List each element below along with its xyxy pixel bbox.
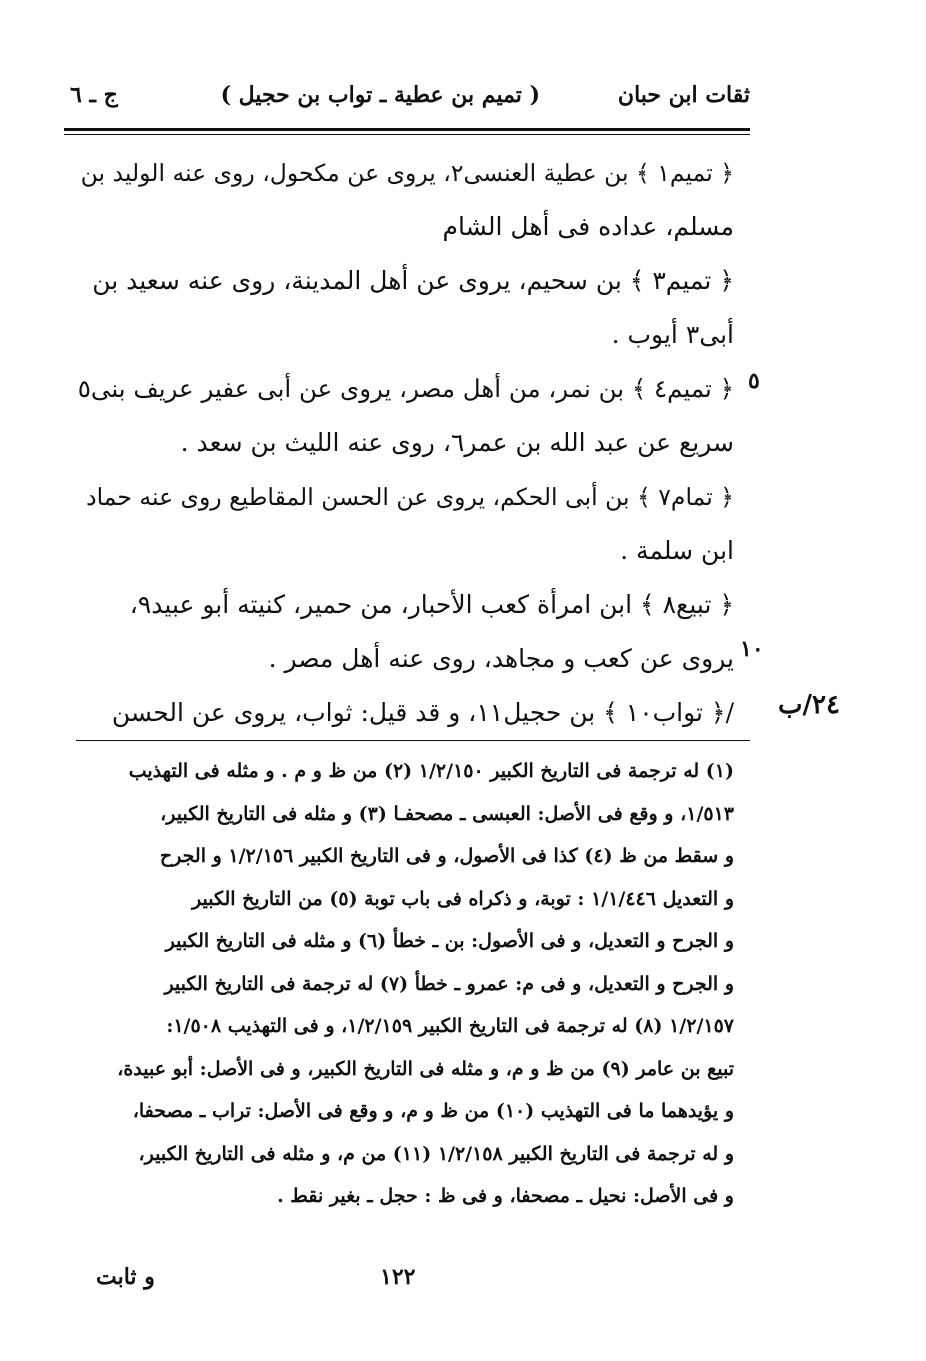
text-line: ﴿ تمام٧ ﴾ بن أبى الحكم، يروى عن الحسن المقاطيع روى عنه حماد: [86, 483, 734, 511]
header-rule-thick: [64, 128, 750, 131]
header-rule-thin: [64, 134, 750, 135]
footnote-line: و التعديل ١/١/٤٤٦ : توبة، و ذكراه فى باب توبة (٥) من التاريخ الكبير: [192, 887, 734, 910]
footnote-line: ١/٥١٣، و وقع فى الأصل: العبسى ـ مصحفـا (٣) و مثله فى التاريخ الكبير،: [160, 802, 734, 825]
footnote-line: و الجرح و التعديل، و فى الأصول: بن ـ خطأ (٦) و مثله فى التاريخ الكبير: [165, 930, 734, 952]
footnote-line: و يؤيدهما ما فى التهذيب (١٠) من ظ و م، و وقع فى الأصل: تراب ـ مصحفا،: [132, 1100, 734, 1122]
text-line: أبى٣ أيوب .: [611, 320, 734, 349]
text-line: مسلم، عداده فى أهل الشام: [442, 212, 734, 241]
footnotes: [74, 750, 734, 1218]
catchword: و ثابت: [96, 1264, 155, 1290]
running-header: [70, 82, 750, 122]
text-line: ﴿ تميم١ ﴾ بن عطية العنسى٢، يروى عن مكحول، روى عنه الوليد بن: [80, 159, 734, 187]
footnote-rule: [76, 740, 750, 741]
footnote-line: و له ترجمة فى التاريخ الكبير ١/٢/١٥٨ (١١) من م، و مثله فى التاريخ الكبير،: [138, 1142, 734, 1165]
footnote-line: و سقط من ظ (٤) كذا فى الأصول، و فى التاريخ الكبير ١/٢/١٥٦ و الجرح: [159, 845, 734, 867]
footnote-line: و فى الأصل: نحيل ـ مصحفا، و فى ظ : حجل ـ بغير نقط .: [277, 1185, 734, 1207]
text-line: /﴿ تواب١٠ ﴾ بن حجيل١١، و قد قيل: ثواب، يروى عن الحسن: [111, 698, 734, 727]
page-number: ١٢٢: [380, 1264, 416, 1290]
footnote-line: و الجرح و التعديل، و فى م: عمرو ـ خطأ (٧) له ترجمة فى التاريخ الكبير: [164, 972, 734, 995]
footnote-line: تبيع بن عامر (٩) من ظ و م، و مثله فى التاريخ الكبير، و فى الأصل: أبو عبيدة،: [117, 1057, 734, 1080]
margin-line-number-5: ٥: [748, 368, 760, 394]
text-line: ﴿ تميم٤ ﴾ بن نمر، من أهل مصر، يروى عن أبى عفير عريف بنى٥: [77, 374, 734, 403]
text-line: ﴿ تميم٣ ﴾ بن سحيم، يروى عن أهل المدينة، روى عنه سعيد بن: [92, 266, 734, 295]
volume-number: ج ـ ٦: [70, 82, 118, 108]
margin-line-number-10: ١٠: [740, 636, 764, 662]
text-line: سريع عن عبد الله بن عمر٦، روى عنه الليث بن سعد .: [180, 428, 734, 457]
footnote-line: (١) له ترجمة فى التاريخ الكبير ١/٢/١٥٠ (٢) من ظ و م . و مثله فى التهذيب: [128, 760, 734, 782]
main-text: [74, 146, 734, 740]
footnote-line: ١/٢/١٥٧ (٨) له ترجمة فى التاريخ الكبير ١/٢/١٥٩، و فى التهذيب ١/٥٠٨:: [166, 1015, 734, 1037]
text-line: ابن سلمة .: [620, 536, 734, 565]
margin-folio-marker: ٢٤/ب: [778, 690, 840, 720]
text-line: ﴿ تبيع٨ ﴾ ابن امرأة كعب الأحبار، من حمير، كنيته أبو عبيد٩،: [129, 590, 734, 619]
section-title: ( تميم بن عطية ـ تواب بن حجيل ): [220, 82, 540, 108]
book-title: ثقات ابن حبان: [617, 82, 750, 108]
text-line: يروى عن كعب و مجاهد، روى عنه أهل مصر .: [268, 644, 734, 673]
